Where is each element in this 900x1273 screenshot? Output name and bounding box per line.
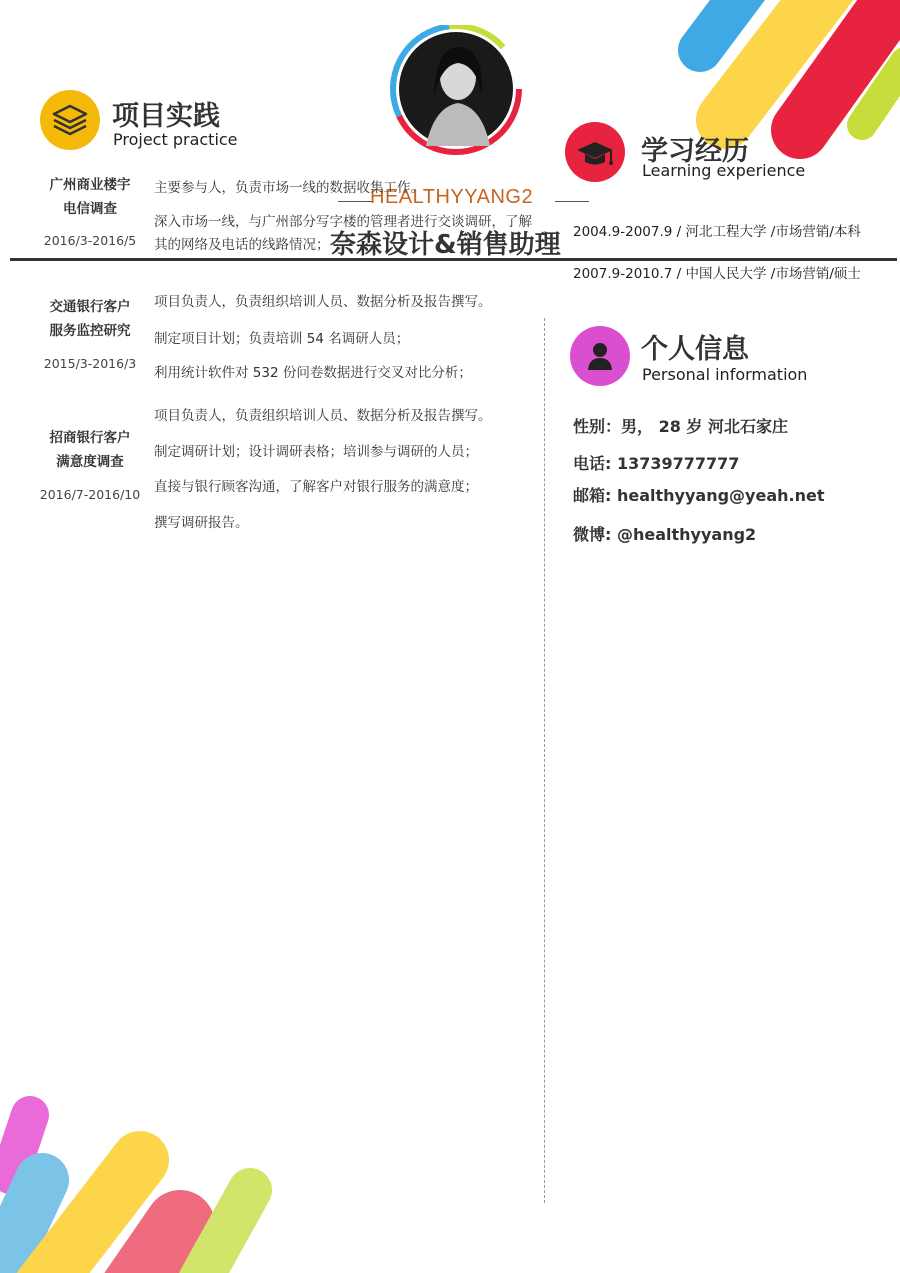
project-section-icon xyxy=(40,90,100,150)
project-date: 2016/3-2016/5 xyxy=(43,233,137,248)
personal-phone: 电话: 13739777777 xyxy=(573,454,740,473)
personal-section-subtitle: Personal information xyxy=(642,365,808,384)
project-date: 2015/3-2016/3 xyxy=(43,356,137,371)
project-detail: 直接与银行顾客沟通，了解客户对银行服务的满意度； xyxy=(154,479,478,495)
project-name: 交通银行客户 服务监控研究 xyxy=(49,299,131,339)
graduation-cap-icon xyxy=(565,122,625,182)
person-icon xyxy=(570,326,630,386)
education-section-icon xyxy=(565,122,625,182)
project-detail: 深入市场一线，与广州部分写字楼的管理者进行交谈调研，了解 xyxy=(154,214,532,230)
education-section-subtitle: Learning experience xyxy=(642,161,806,180)
education-entry: 2007.9-2010.7 / 中国人民大学 /市场营销/硕士 xyxy=(573,266,861,282)
project-section-title: 项目实践 xyxy=(112,101,220,132)
project-detail: 项目负责人，负责组织培训人员、数据分析及报告撰写。 xyxy=(154,408,492,424)
project-date: 2016/7-2016/10 xyxy=(39,487,141,502)
education-section-title: 学习经历 xyxy=(641,136,749,167)
education-entry: 2004.9-2007.9 / 河北工程大学 /市场营销/本科 xyxy=(573,224,861,240)
name-right-rule xyxy=(555,201,589,202)
avatar xyxy=(386,25,526,157)
project-detail: 主要参与人，负责市场一线的数据收集工作。 xyxy=(154,180,424,196)
project-detail: 制定项目计划；负责培训 54 名调研人员； xyxy=(154,331,410,347)
personal-email: 邮箱: healthyyang@yeah.net xyxy=(573,486,825,505)
personal-section-icon xyxy=(570,326,630,386)
personal-section-title: 个人信息 xyxy=(641,334,749,365)
project-section-subtitle: Project practice xyxy=(113,130,238,149)
project-detail: 制定调研计划；设计调研表格；培训参与调研的人员； xyxy=(154,444,478,460)
personal-weibo: 微博: @healthyyang2 xyxy=(573,525,757,544)
project-detail: 撰写调研报告。 xyxy=(154,515,249,531)
project-name: 广州商业楼宇 电信调查 xyxy=(49,177,131,217)
layers-icon xyxy=(40,90,100,150)
project-detail: 其的网络及电话的线路情况； xyxy=(154,237,330,253)
project-detail: 项目负责人，负责组织培训人员、数据分析及报告撰写。 xyxy=(154,294,492,310)
personal-basic-info: 性别：男， 28 岁 河北石家庄 xyxy=(573,417,788,436)
name-left-rule xyxy=(338,201,372,202)
project-name: 招商银行客户 满意度调查 xyxy=(49,430,131,470)
project-detail: 利用统计软件对 532 份问卷数据进行交叉对比分析； xyxy=(154,365,472,381)
candidate-name: HEALTHYYANG2 xyxy=(370,186,534,208)
column-divider xyxy=(544,318,545,1203)
job-title: 奈森设计&销售助理 xyxy=(330,230,561,260)
